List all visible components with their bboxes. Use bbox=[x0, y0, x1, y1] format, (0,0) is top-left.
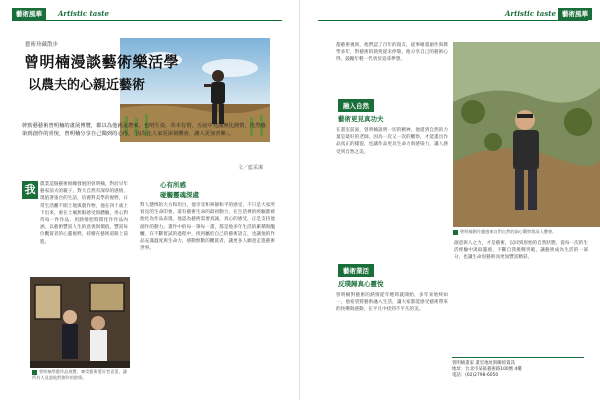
caption-text-left: 曾明楠學藝作品展覽，廣受藝術愛好者喜愛，讓所有人見證他對創作的熱情。 bbox=[32, 369, 127, 380]
section-english-left: Artistic taste bbox=[58, 9, 109, 18]
photo-caption-right bbox=[453, 229, 599, 235]
lead-paragraph: 幹勁藝藝術曾明楠的畫展博覽，都以為他就是農家，也明生姿，草木有情，舌說中充滿無比熱情，洗烈感染到創作的喜悅，曾明楠分享自己獨到的心得，「因為比人家更深刻體會，讓人更加青睞」。 bbox=[22, 123, 266, 137]
info-address: 地址：台北市某區藝術路100號 4樓 bbox=[452, 367, 522, 373]
section-subtitle-3: 反璞歸真心靈悅 bbox=[338, 280, 384, 288]
article-title: 曾明楠漫談藝術樂活學 bbox=[24, 53, 180, 71]
header-rule-right bbox=[318, 20, 588, 21]
author-credit: 文／藍采潔 bbox=[238, 165, 264, 171]
body-column-3: 都藝術視與，他們認了百年的資友，從事繪畫創作與教學多年，對藝術的熱愛從未停歇，他分享自己的藝術心得，鼓勵年輕一代勇於追尋夢想。 bbox=[336, 43, 448, 63]
drop-cap: 我 bbox=[22, 181, 38, 199]
body-column-6: 創意與人之力，才是藝術，以回到原始的自然狀態，從每一次的生活經驗中汲取靈感，不斷自我挑戰突破，讓藝術成為生活的一部分，也讓生命因藝術而更加豐富精彩。 bbox=[454, 241, 588, 261]
body-column-2: 對人態博的大方和坦白，他享受和寧靜和平的感受，不只是大家所看見的生命印象，還有藝術生命的最初動力，在生活裡的經驗都被他化為作品表現，他認為藝術需要真誠，真心的感受，正是支持他創作的動力。畫作中的每一筆每一畫，都是他多年生活的累積與醞釀，在不斷嘗試的過程中，找到屬於自己的藝術語言，也讓他的作品充滿溫度與生命力，感動無數的觀賞者，讓更多人願意走進藝術世界。 bbox=[140, 203, 275, 252]
section-subtitle-2: 藝術更見真功夫 bbox=[338, 115, 384, 123]
caption-marker-icon-right bbox=[453, 230, 458, 235]
caption-text-right: 曾明楠創作靈感來自對自然的細心觀察與深入體會。 bbox=[460, 229, 557, 234]
article-subtitle: 以農夫的心親近藝術 bbox=[28, 78, 146, 93]
section-tab-left: 藝術風華 bbox=[12, 8, 46, 20]
section-english-right: Artistic taste bbox=[505, 9, 556, 18]
exhibition-photo bbox=[30, 277, 130, 368]
caption-marker-icon bbox=[32, 370, 37, 375]
artist-portrait-photo bbox=[453, 42, 600, 227]
header-rule-left bbox=[12, 20, 282, 21]
section-heading-1a: 心有所感 bbox=[160, 181, 186, 189]
body-column-5: 曾明楠對藝術的熱情從年輕時就開始，多年來始終如一，他希望將藝術融入生活，讓大家都能感受藝術帶來的快樂與感動，在平凡中找到不平凡的美。 bbox=[336, 293, 448, 313]
article-kicker: 藝術珍藏散步 bbox=[25, 42, 59, 48]
section-title-3: 藝術業活 bbox=[338, 264, 374, 277]
section-tab-right: 藝術風華 bbox=[558, 8, 592, 20]
info-name: 曾明楠畫家 畫室地址與聯絡資訊 bbox=[452, 361, 515, 366]
body-column-4: 在畫室前面，曾明楠說明一切的精神，他提到自然的力量是最好的老師，因為一次又一次的觀察，才能畫出作品真正的樣貌，也讓作品更具生命力與感染力，讓人感受到自然之美。 bbox=[336, 128, 448, 155]
photo-caption-left bbox=[32, 369, 128, 381]
body-column-1: 農業這個藝術組織發展的曾明楠，對於早年藝家前夫的親子，對大自然有深厚的感情，現值著張台的生話，培養對美學的視野，日常生活離不開土地與農作物，他在四十歲上下出來，重在土壤無限感受與體驗，用心對待每一件作品，用熱情把時間化作作品內涵，以藝術豐富人生的意義與價值，豐富每位觀賞者的心靈視野，持續在藝術道路上前進。 bbox=[40, 182, 128, 245]
section-title-2: 融入自然 bbox=[338, 99, 374, 112]
section-heading-1b: 碰觸靈魂深處 bbox=[160, 191, 199, 199]
info-box bbox=[452, 357, 584, 387]
info-phone: 電話：(02)2798-6050 bbox=[452, 373, 499, 379]
